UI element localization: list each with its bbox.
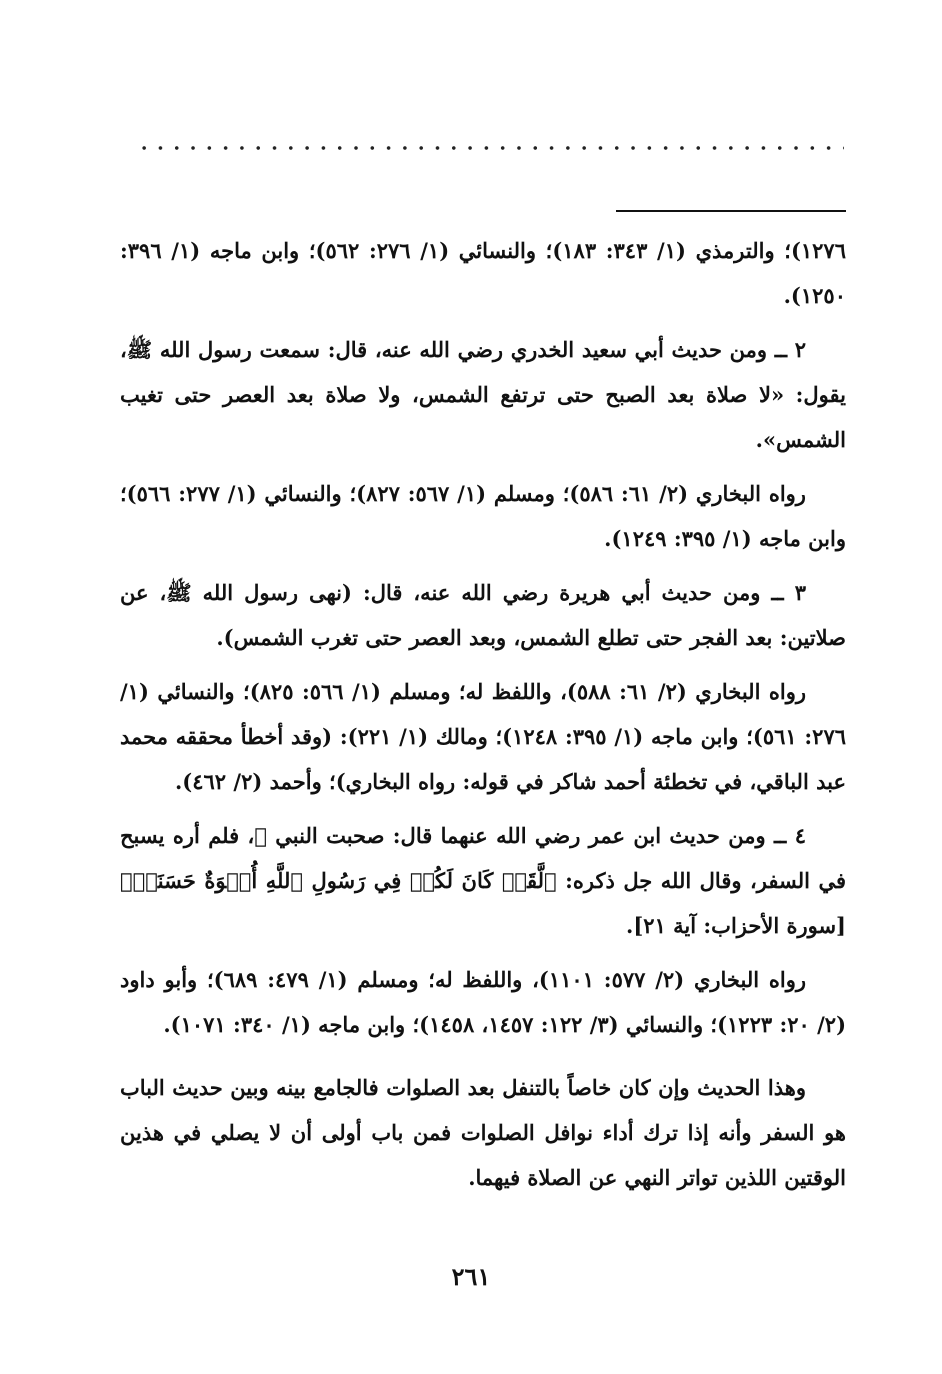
hadith-3: ٣ ــ ومن حديث أبي هريرة رضي الله عنه، قال: (نهى رسول الله ﷺ، عن صلاتين: بعد الفجر حتى تطلع الشمس، وبعد العصر حتى تغرب الشمس).: [120, 580, 846, 650]
hadith-4: ٤ ــ ومن حديث ابن عمر رضي الله عنهما قال: صحبت النبي ﷺ، فلم أره يسبح في السفر، وقال الله جل ذكره: ﴿لَّقَدۡ كَانَ لَكُمۡ فِي رَسُولِ ٱللَّهِ أُسۡوَةٌ حَسَنَةٞ﴾ [سورة الأحزاب: آية ٢١].: [120, 823, 846, 938]
page-number: ٢٦١: [451, 1262, 491, 1291]
hadith-4-sources: رواه البخاري (٢/ ٥٧٧: ١١٠١)، واللفظ له؛ ومسلم (١/ ٤٧٩: ٦٨٩)؛ وأبو داود (٢/ ٢٠: ١٢٢٣)؛ والنسائي (٣/ ١٢٢: ١٤٥٧، ١٤٥٨)؛ وابن ماجه (١/ ٣٤٠: ١٠٧١).: [120, 967, 846, 1037]
hadith-2-sources: رواه البخاري (٢/ ٦١: ٥٨٦)؛ ومسلم (١/ ٥٦٧: ٨٢٧)؛ والنسائي (١/ ٢٧٧: ٥٦٦)؛ وابن ماجه (١/ ٣٩٥: ١٢٤٩).: [120, 481, 846, 551]
hadith-2: ٢ ــ ومن حديث أبي سعيد الخدري رضي الله عنه، قال: سمعت رسول الله ﷺ، يقول: «لا صلاة بعد الصبح حتى ترتفع الشمس، ولا صلاة بعد العصر حتى تغيب الشمس».: [120, 337, 846, 452]
footnote-continuation: ١٢٧٦)؛ والترمذي (١/ ٣٤٣: ١٨٣)؛ والنسائي (١/ ٢٧٦: ٥٦٢)؛ وابن ماجه (١/ ٣٩٦: ١٢٥٠).: [120, 238, 846, 308]
commentary-paragraph: وهذا الحديث وإن كان خاصاً بالتنفل بعد الصلوات فالجامع بينه وبين حديث الباب هو السفر وأنه إذا ترك أداء نوافل الصلوات فمن باب أولى أن لا يصلي في هذين الوقتين اللذين تواتر النهي عن الصلاة فيهما.: [120, 1075, 846, 1190]
page-body: [120, 228, 846, 1209]
hadith-3-sources: رواه البخاري (٢/ ٦١: ٥٨٨)، واللفظ له؛ ومسلم (١/ ٥٦٦: ٨٢٥)؛ والنسائي (١/ ٢٧٦: ٥٦١)؛ وابن ماجه (١/ ٣٩٥: ١٢٤٨)؛ ومالك (١/ ٢٢١): (وقد أخطأ محققه محمد عبد الباقي، في تخطئة أحمد شاكر في قوله: رواه البخاري)؛ وأحمد (٢/ ٤٦٢).: [120, 679, 847, 794]
footnote-rule: [616, 210, 846, 212]
dotted-separator: [136, 144, 844, 152]
